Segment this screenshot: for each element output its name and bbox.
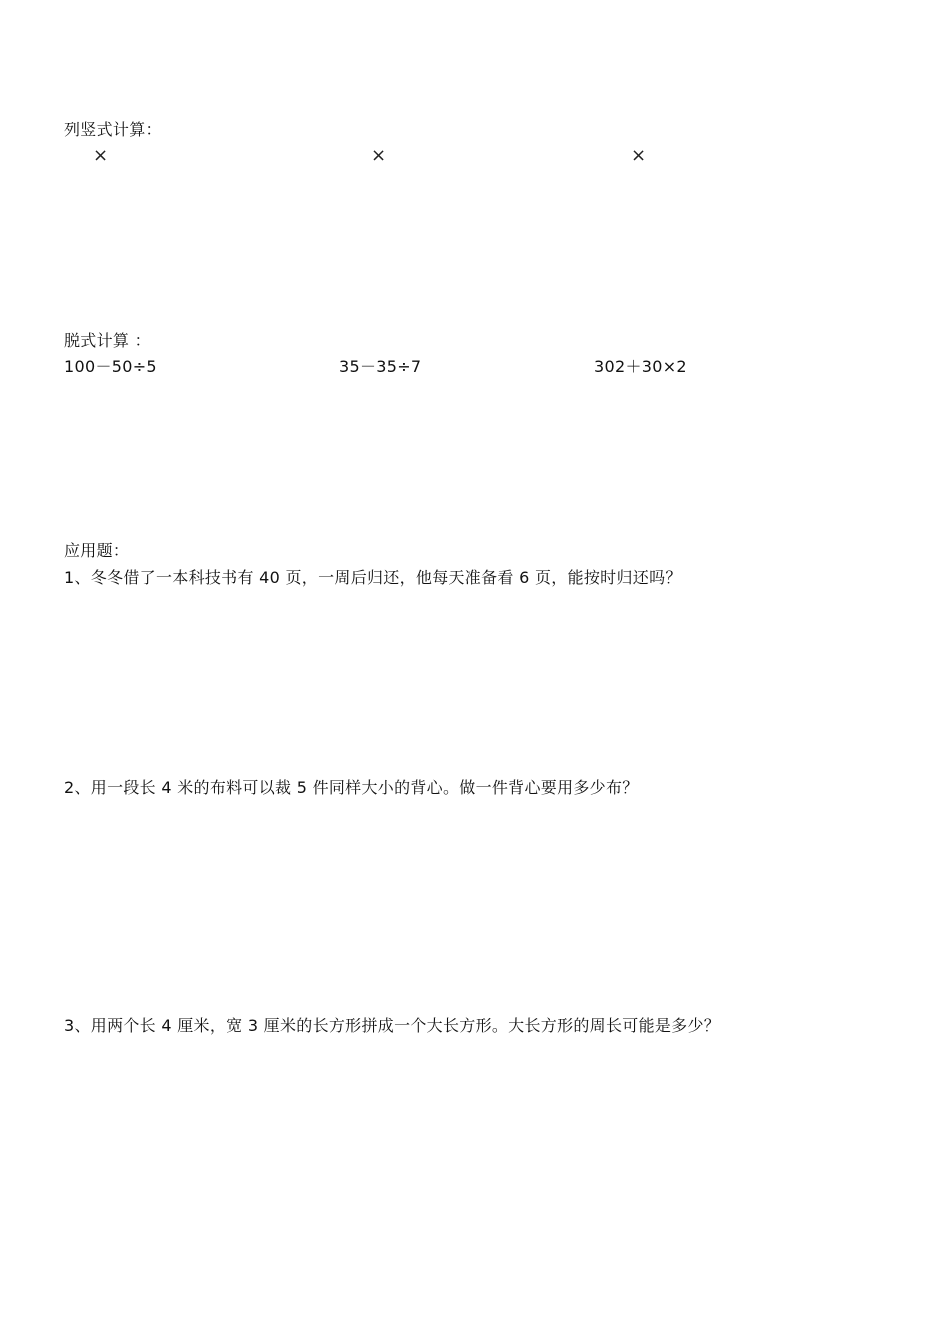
multiply-icon: × <box>93 145 109 166</box>
word-problem-1: 1、冬冬借了一本科技书有 40 页，一周后归还，他每天准备看 6 页，能按时归还吗？ <box>64 568 682 587</box>
step-calc-heading: 脱式计算 ： <box>64 331 151 350</box>
step-calc-expression: 302＋30×2 <box>594 357 687 376</box>
vertical-calc-heading: 列竖式计算： <box>64 120 162 139</box>
step-calc-expression: 100－50÷5 <box>64 357 157 376</box>
word-problem-3: 3、用两个长 4 厘米，宽 3 厘米的长方形拼成一个大长方形。大长方形的周长可能是多少？ <box>64 1016 721 1035</box>
word-problems-heading: 应用题： <box>64 541 130 560</box>
step-calc-expression: 35－35÷7 <box>339 357 422 376</box>
word-problem-2: 2、用一段长 4 米的布料可以裁 5 件同样大小的背心。做一件背心要用多少布？ <box>64 778 639 797</box>
multiply-icon: × <box>631 145 647 166</box>
multiply-icon: × <box>371 145 387 166</box>
